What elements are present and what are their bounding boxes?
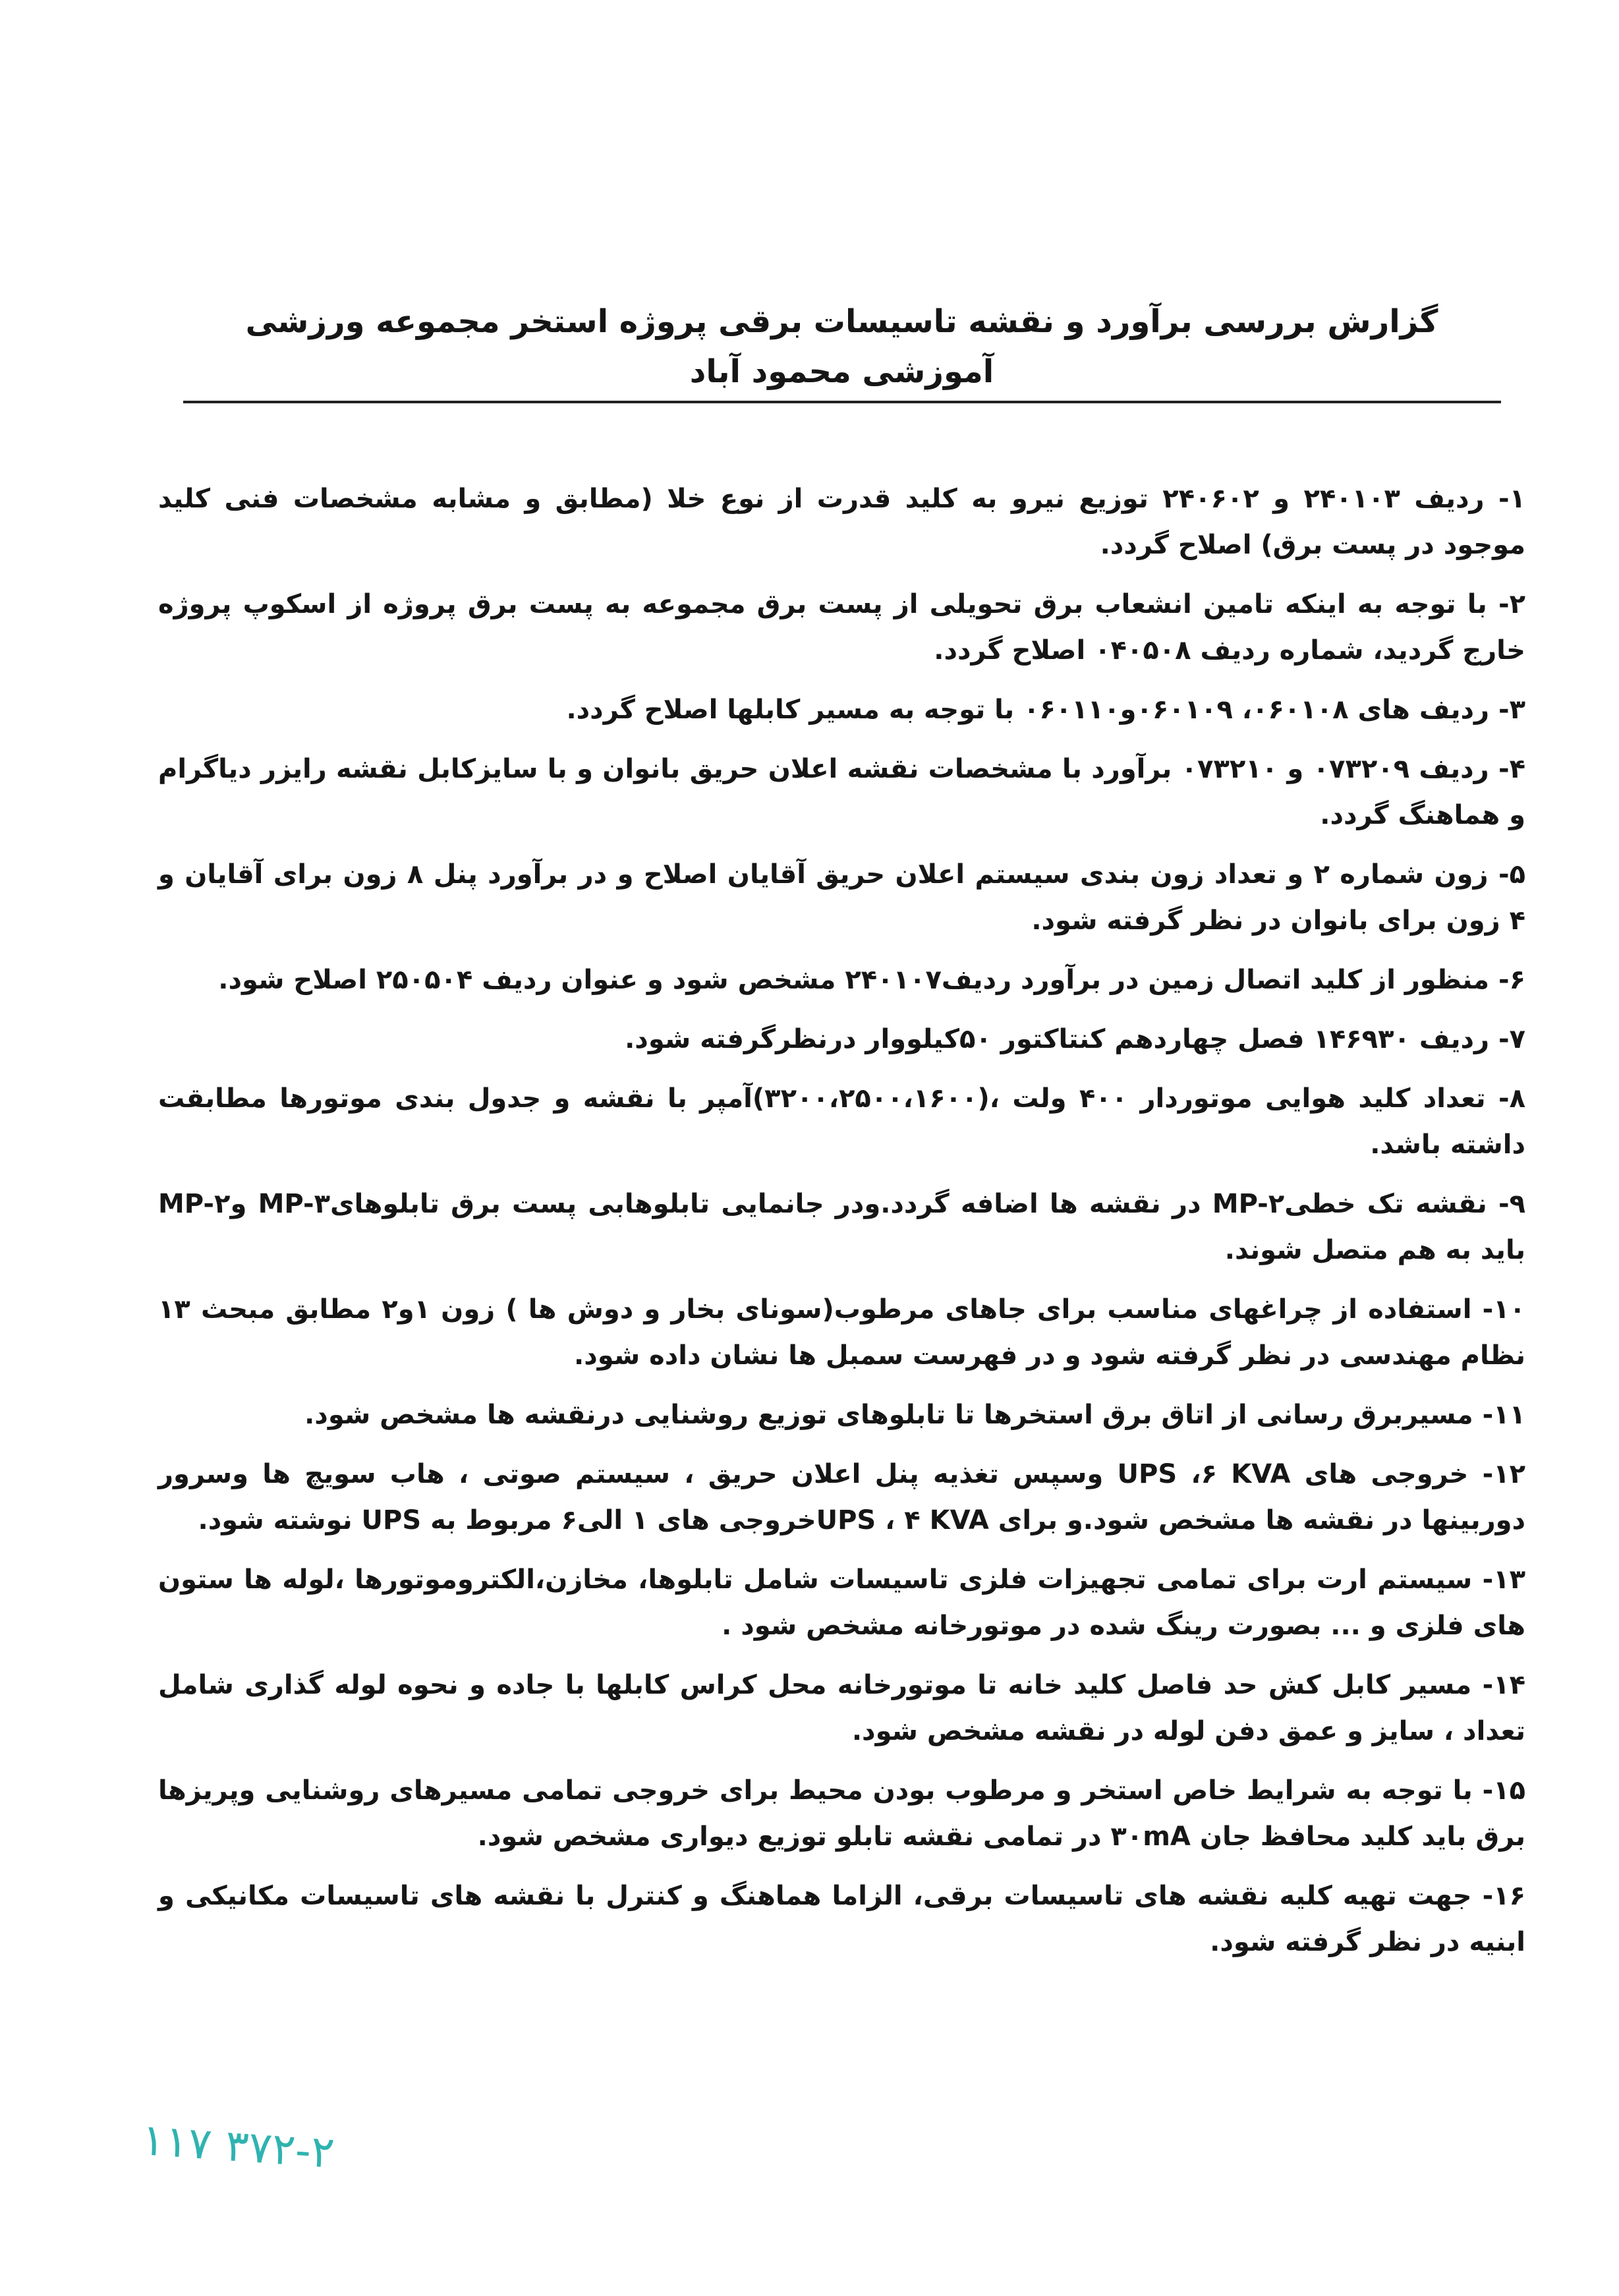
list-item: ۱۴- مسیر کابل کش حد فاصل کلید خانه تا موتورخانه محل کراس کابلها با جاده و نحوه لوله گذاری شامل تعداد ، سایز و عمق دفن لوله در نقشه مشخص شود.	[158, 1670, 1525, 1746]
title-block	[158, 297, 1525, 403]
list-item: ۹- نقشه تک خطیMP-۲ در نقشه ها اضافه گردد.ودر جانمایی تابلوهابی پست برق تابلوهایMP-۳ وMP-۲ باید به هم متصل شوند.	[158, 1189, 1525, 1265]
list-item: ۱- ردیف ۲۴۰۱۰۳ و ۲۴۰۶۰۲ توزیع نیرو به کلید قدرت از نوع خلا (مطابق و مشابه مشخصات فنی کلید موجود در پست برق) اصلاح گردد.	[158, 484, 1526, 560]
review-items-list	[158, 476, 1525, 1965]
list-item: ۱۱- مسیربرق رسانی از اتاق برق استخرها تا تابلوهای توزیع روشنایی درنقشه ها مشخص شود.	[304, 1400, 1525, 1430]
list-item: ۲- با توجه به اینکه تامین انشعاب برق تحویلی از پست برق مجموعه به پست برق پروژه از اسکوپ پروژه خارج گردید، شماره ردیف ۰۴۰۵۰۸ اصلاح گردد.	[158, 589, 1525, 666]
handwritten-reference-number: ۱۱۷ ۳۷۲-۲	[140, 2114, 336, 2179]
list-item: ۳- ردیف های ۰۶۰۱۰۸، ۰۶۰۱۰۹و۰۶۰۱۱۰ با توجه به مسیر کابلها اصلاح گردد.	[566, 695, 1525, 725]
list-item: ۴- ردیف ۰۷۳۲۰۹ و ۰۷۳۲۱۰ برآورد با مشخصات نقشه اعلان حریق بانوان و با سایزکابل نقشه رایزر دیاگرام و هماهنگ گردد.	[158, 754, 1525, 830]
list-item: ۱۶- جهت تهیه کلیه نقشه های تاسیسات برقی، الزاما هماهنگ و کنترل با نقشه های تاسیسات مکانیکی و ابنیه در نظر گرفته شود.	[158, 1881, 1525, 1957]
list-item: ۱۲- خروجی های UPS ،۶ KVA وسپس تغذیه پنل اعلان حریق ، سیستم صوتی ، هاب سویچ ها وسرور دوربینها در نقشه ها مشخص شود.و برای UPS ، ۴ KVAخروجی های ۱ الی۶ مربوط به UPS نوشته شود.	[158, 1459, 1526, 1535]
list-item: ۶- منظور از کلید اتصال زمین در برآورد ردیف۲۴۰۱۰۷ مشخص شود و عنوان ردیف ۲۵۰۵۰۴ اصلاح شود.	[218, 965, 1525, 995]
list-item: ۱۵- با توجه به شرایط خاص استخر و مرطوب بودن محیط برای خروجی تمامی مسیرهای روشنایی وپریزها برق باید کلید محافظ جان ۳۰mA در تمامی نقشه تابلو توزیع دیواری مشخص شود.	[158, 1775, 1525, 1852]
list-item: ۷- ردیف ۱۴۶۹۳۰ فصل چهاردهم کنتاکتور ۵۰کیلووار درنظرگرفته شود.	[625, 1024, 1525, 1054]
list-item: ۱۳- سیستم ارت برای تمامی تجهیزات فلزی تاسیسات شامل تابلوها، مخازن،الکتروموتورها ،لوله ها ستون های فلزی و ... بصورت رینگ شده در موتورخانه مشخص شود .	[158, 1564, 1525, 1641]
list-item: ۵- زون شماره ۲ و تعداد زون بندی سیستم اعلان حریق آقایان اصلاح و در برآورد پنل ۸ زون برای آقایان و ۴ زون برای بانوان در نظر گرفته شود.	[158, 859, 1525, 936]
list-item: ۱۰- استفاده از چراغهای مناسب برای جاهای مرطوب(سونای بخار و دوش ها ) زون ۱و۲ مطابق مبحث ۱۳ نظام مهندسی در نظر گرفته شود و در فهرست سمبل ها نشان داده شود.	[158, 1294, 1525, 1371]
document-title: گزارش بررسی برآورد و نقشه تاسیسات برقی پروژه استخر مجموعه ورزشی آموزشی محمود آباد	[183, 297, 1501, 403]
list-item: ۸- تعداد کلید هوایی موتوردار ۴۰۰ ولت ،(۳۲۰۰،۲۵۰۰،۱۶۰۰)آمپر با نقشه و جدول بندی موتورها مطابقت داشته باشد.	[158, 1083, 1525, 1160]
